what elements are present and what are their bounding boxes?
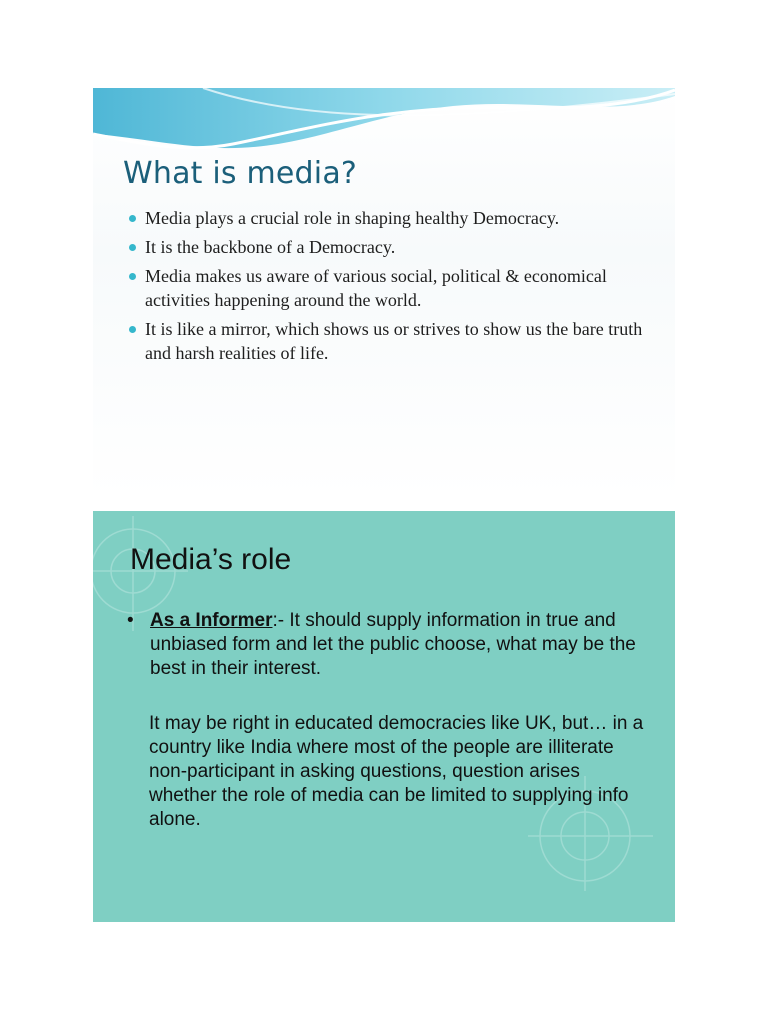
list-item (129, 235, 649, 259)
bullet-text: Media plays a crucial role in shaping healthy Democracy. (145, 208, 560, 228)
list-item (129, 264, 649, 312)
bullet-dot-icon (129, 326, 136, 333)
slide-what-is-media (93, 88, 675, 500)
bullet-term: As a Informer (150, 610, 273, 631)
list-item (129, 206, 649, 230)
wave-header-graphic (93, 88, 675, 158)
bullet-dot-icon (129, 273, 136, 280)
paragraph: It may be right in educated democracies like UK, but… in a country like India where most of the people are illiterate non-participant in asking questions, question arises whether the role of media can be limited to supplying info alone. (149, 713, 644, 830)
bullet-text: It is like a mirror, which shows us or strives to show us the bare truth and harsh realities of life. (145, 319, 643, 363)
bullet-dot-icon (129, 215, 136, 222)
slide-title: Media’s role (130, 543, 292, 576)
slide-medias-role (93, 511, 675, 922)
bullet-list (129, 206, 649, 370)
bullet-dot-icon (129, 244, 136, 251)
list-item (129, 317, 649, 365)
slide-title: What is media? (123, 156, 358, 191)
bullet-text: Media makes us aware of various social, political & economical activities happening around the world. (145, 266, 607, 310)
bullet-marker: • (127, 610, 134, 631)
bullet-text: It is the backbone of a Democracy. (145, 237, 396, 257)
list-item (127, 609, 647, 681)
bullet-text: :- It should supply information in true and unbiased form and let the public choose, what may be the best in their interest. (150, 610, 636, 679)
